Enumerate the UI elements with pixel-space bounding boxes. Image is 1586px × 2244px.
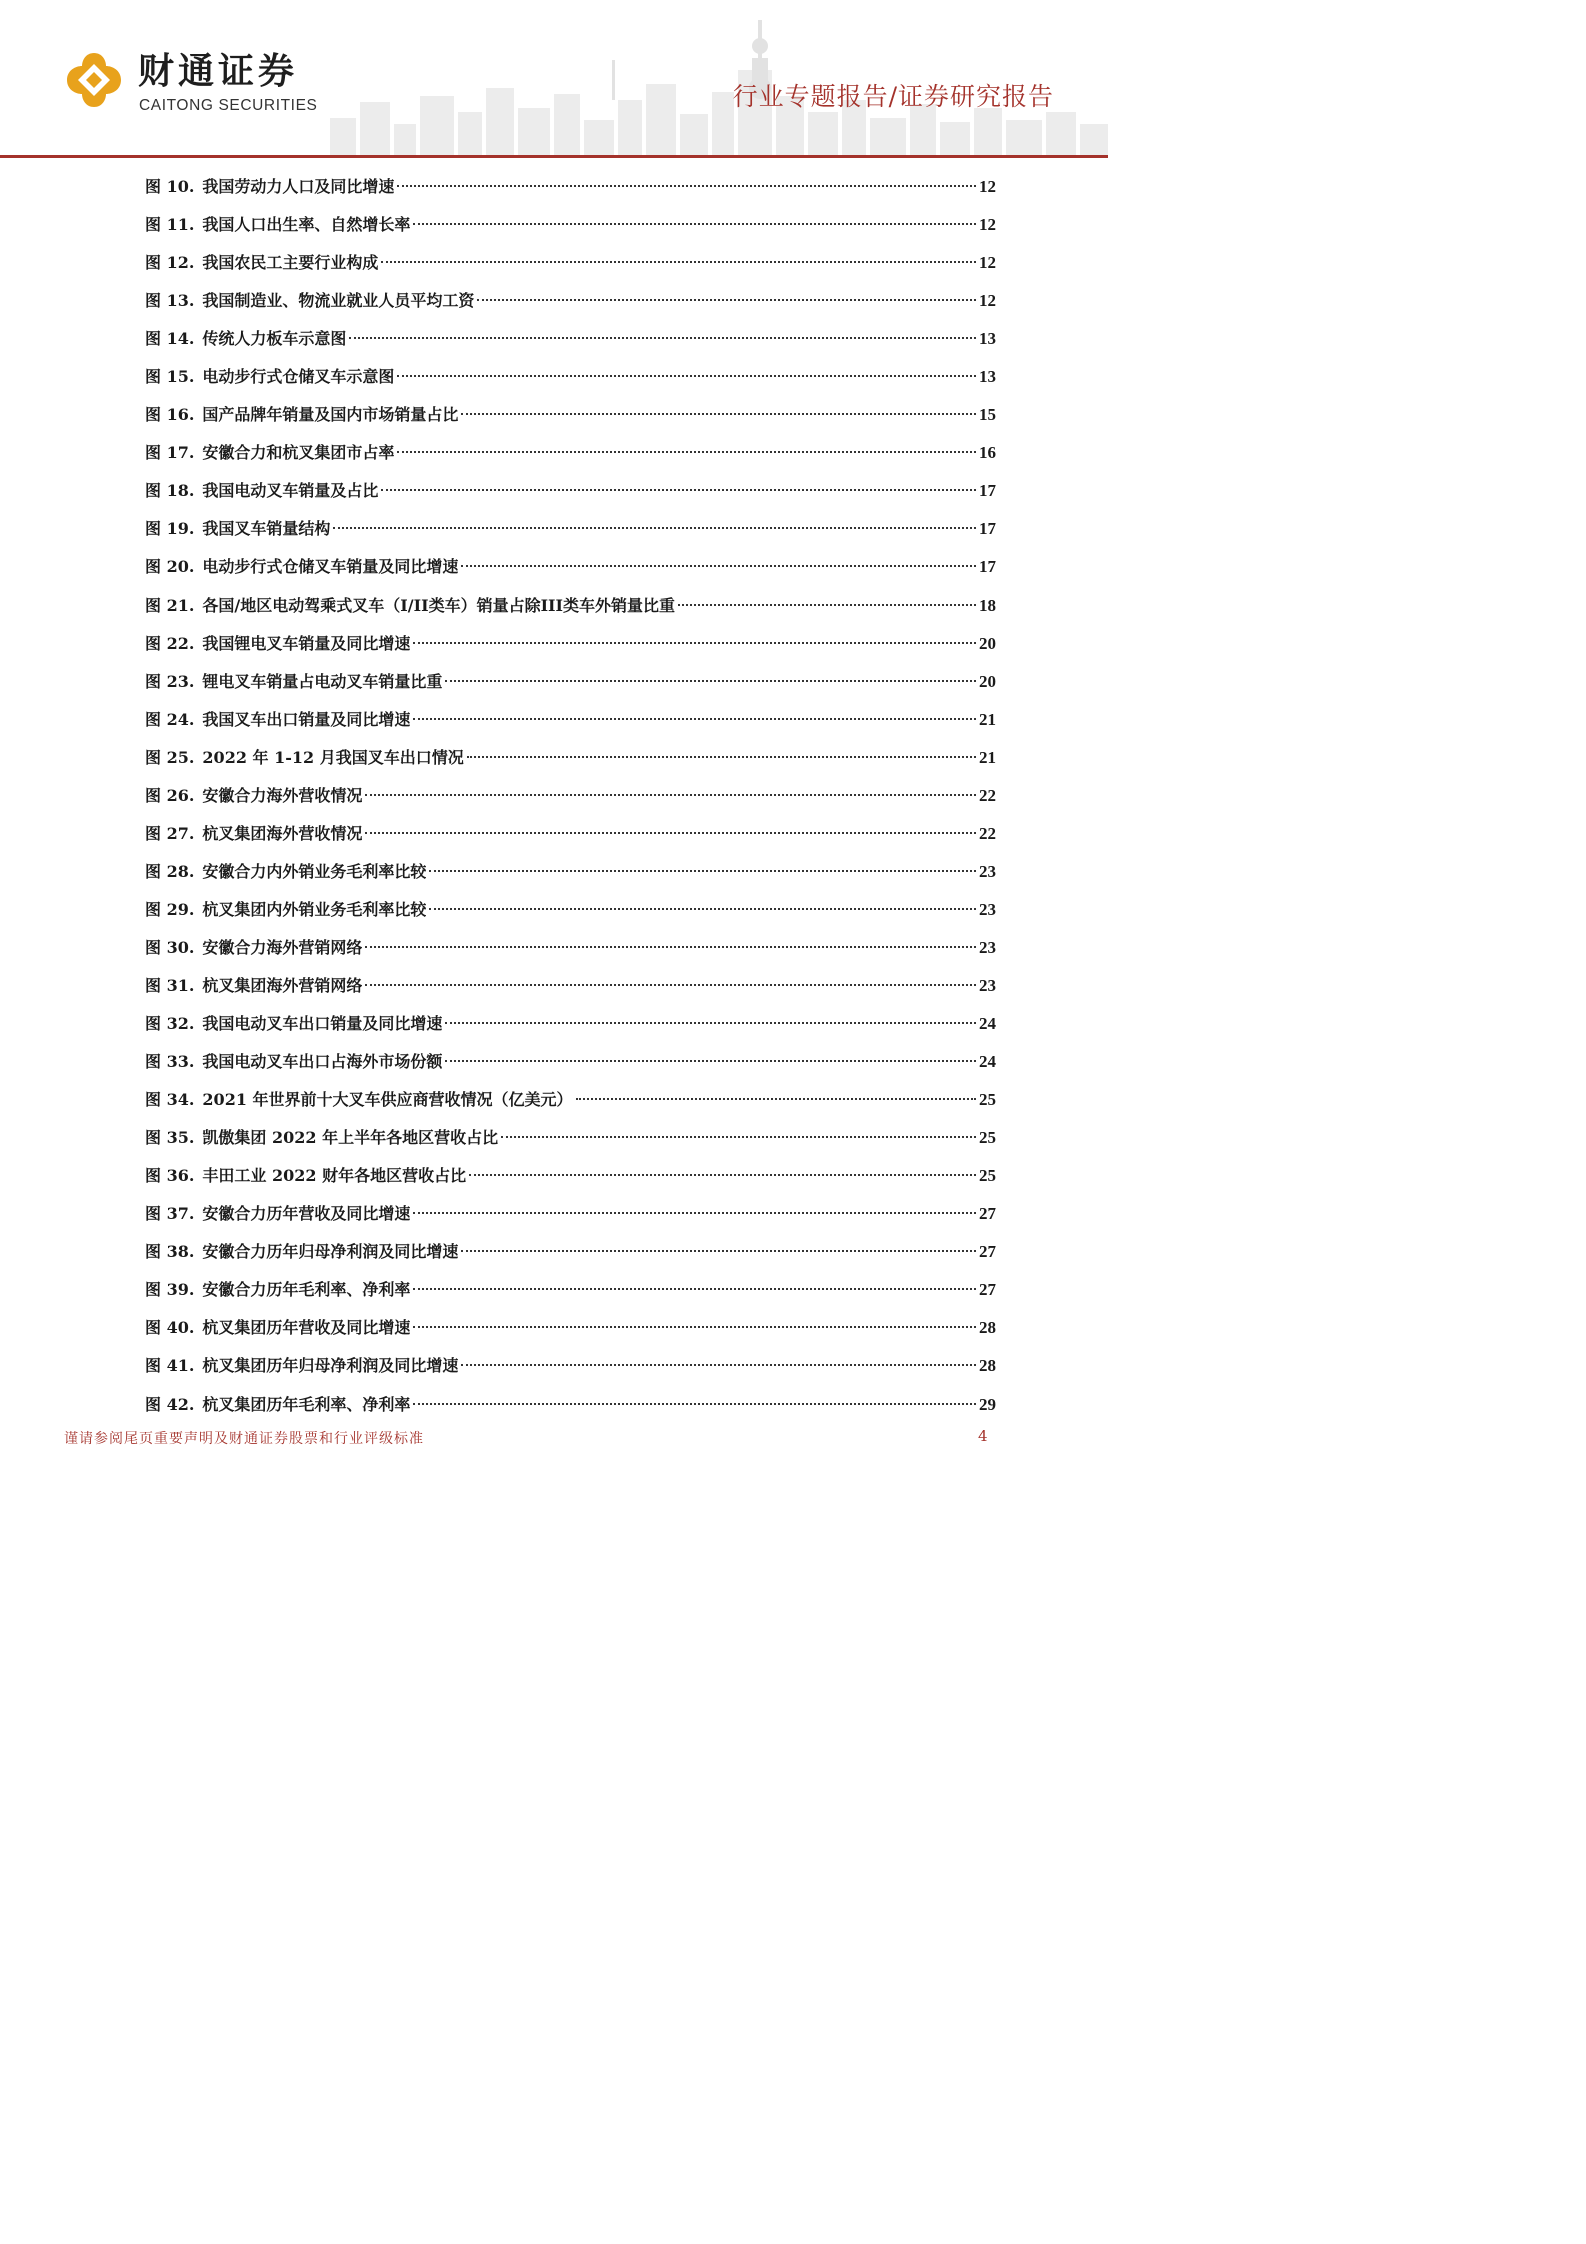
toc-dot-leader xyxy=(413,718,976,720)
toc-figure-number: 图 13. xyxy=(145,291,195,311)
toc-figure-title: 我国电动叉车出口占海外市场份额 xyxy=(202,1052,443,1072)
toc-entry[interactable] xyxy=(145,1274,996,1312)
toc-page-number: 21 xyxy=(979,709,996,729)
toc-page-number: 28 xyxy=(979,1318,996,1338)
toc-figure-number: 图 24. xyxy=(145,709,195,729)
toc-figure-number: 图 17. xyxy=(145,443,195,463)
toc-entry[interactable] xyxy=(145,894,996,932)
toc-figure-number: 图 36. xyxy=(145,1166,195,1186)
toc-figure-title: 安徽合力历年归母净利润及同比增速 xyxy=(202,1242,459,1262)
toc-figure-title: 我国农民工主要行业构成 xyxy=(202,253,379,273)
toc-figure-number: 图 37. xyxy=(145,1204,195,1224)
toc-dot-leader xyxy=(413,1288,976,1290)
toc-dot-leader xyxy=(413,642,976,644)
toc-entry[interactable] xyxy=(145,742,996,780)
toc-figure-number: 图 33. xyxy=(145,1052,195,1072)
toc-figure-number: 图 14. xyxy=(145,329,195,349)
toc-figure-number: 图 39. xyxy=(145,1280,195,1300)
toc-figure-title: 安徽合力海外营收情况 xyxy=(202,785,363,805)
toc-figure-number: 图 40. xyxy=(145,1318,195,1338)
toc-dot-leader xyxy=(333,527,976,529)
toc-figure-number: 图 30. xyxy=(145,937,195,957)
toc-figure-number: 图 11. xyxy=(145,215,195,235)
toc-page-number: 17 xyxy=(979,557,996,577)
toc-page-number: 17 xyxy=(979,481,996,501)
toc-figure-title: 我国制造业、物流业就业人员平均工资 xyxy=(202,291,475,311)
toc-page-number: 25 xyxy=(979,1090,996,1110)
toc-page-number: 12 xyxy=(979,291,996,311)
toc-entry[interactable] xyxy=(145,1160,996,1198)
toc-figure-number: 图 22. xyxy=(145,633,195,653)
toc-figure-title: 安徽合力和杭叉集团市占率 xyxy=(202,443,395,463)
toc-entry[interactable] xyxy=(145,932,996,970)
caitong-logo-icon xyxy=(64,50,124,110)
toc-page-number: 23 xyxy=(979,975,996,995)
toc-figure-number: 图 31. xyxy=(145,975,195,995)
page-header xyxy=(0,0,1108,160)
toc-figure-number: 图 18. xyxy=(145,481,195,501)
toc-entry[interactable] xyxy=(145,970,996,1008)
toc-entry[interactable] xyxy=(145,818,996,856)
toc-page-number: 27 xyxy=(979,1242,996,1262)
figure-toc-list xyxy=(145,171,996,1427)
toc-page-number: 12 xyxy=(979,215,996,235)
toc-dot-leader xyxy=(397,451,976,453)
toc-figure-title: 我国电动叉车出口销量及同比增速 xyxy=(202,1014,443,1034)
toc-page-number: 25 xyxy=(979,1166,996,1186)
toc-dot-leader xyxy=(429,870,976,872)
toc-dot-leader xyxy=(397,185,976,187)
toc-page-number: 22 xyxy=(979,785,996,805)
toc-entry[interactable] xyxy=(145,1236,996,1274)
toc-figure-number: 图 32. xyxy=(145,1014,195,1034)
toc-figure-title: 我国人口出生率、自然增长率 xyxy=(202,215,411,235)
toc-entry[interactable] xyxy=(145,361,996,399)
toc-page-number: 17 xyxy=(979,519,996,539)
brand-name-cn: 财通证券 xyxy=(138,51,299,92)
toc-entry[interactable] xyxy=(145,1198,996,1236)
toc-entry[interactable] xyxy=(145,666,996,704)
toc-page-number: 24 xyxy=(979,1014,996,1034)
toc-figure-number: 图 26. xyxy=(145,785,195,805)
toc-page-number: 12 xyxy=(979,177,996,196)
toc-dot-leader xyxy=(397,375,976,377)
toc-dot-leader xyxy=(445,1060,976,1062)
toc-entry[interactable] xyxy=(145,323,996,361)
toc-page-number: 16 xyxy=(979,443,996,463)
toc-figure-title: 我国锂电叉车销量及同比增速 xyxy=(202,633,411,653)
toc-entry[interactable] xyxy=(145,628,996,666)
toc-figure-title: 杭叉集团海外营收情况 xyxy=(202,823,363,843)
toc-entry[interactable] xyxy=(145,209,996,247)
header-divider xyxy=(0,155,1108,158)
toc-page-number: 29 xyxy=(979,1394,996,1414)
toc-entry[interactable] xyxy=(145,285,996,323)
toc-figure-title: 我国劳动力人口及同比增速 xyxy=(202,177,395,196)
toc-page-number: 27 xyxy=(979,1204,996,1224)
toc-figure-number: 图 21. xyxy=(145,595,195,615)
toc-figure-title: 2021 年世界前十大叉车供应商营收情况（亿美元） xyxy=(202,1090,573,1110)
toc-dot-leader xyxy=(477,299,976,301)
toc-entry[interactable] xyxy=(145,475,996,513)
toc-page-number: 13 xyxy=(979,367,996,387)
toc-page-number: 20 xyxy=(979,671,996,691)
toc-entry[interactable] xyxy=(145,856,996,894)
toc-entry[interactable] xyxy=(145,399,996,437)
toc-figure-number: 图 16. xyxy=(145,405,195,425)
brand-name-en: CAITONG SECURITIES xyxy=(139,97,318,114)
toc-dot-leader xyxy=(467,756,976,758)
toc-dot-leader xyxy=(445,1022,976,1024)
toc-figure-title: 杭叉集团历年营收及同比增速 xyxy=(202,1318,411,1338)
toc-page-number: 21 xyxy=(979,747,996,767)
toc-figure-title: 各国/地区电动驾乘式叉车（I/II类车）销量占除III类车外销量比重 xyxy=(202,595,676,615)
toc-figure-number: 图 19. xyxy=(145,519,195,539)
toc-dot-leader xyxy=(413,1212,976,1214)
toc-figure-number: 图 27. xyxy=(145,823,195,843)
toc-figure-number: 图 42. xyxy=(145,1394,195,1414)
toc-entry[interactable] xyxy=(145,1008,996,1046)
toc-dot-leader xyxy=(413,1326,976,1328)
toc-entry[interactable] xyxy=(145,1350,996,1388)
toc-figure-title: 安徽合力海外营销网络 xyxy=(202,937,363,957)
toc-page-number: 23 xyxy=(979,861,996,881)
toc-entry[interactable] xyxy=(145,780,996,818)
toc-dot-leader xyxy=(429,908,976,910)
toc-figure-number: 图 41. xyxy=(145,1356,195,1376)
toc-entry[interactable] xyxy=(145,1389,996,1427)
toc-figure-title: 传统人力板车示意图 xyxy=(202,329,347,349)
toc-page-number: 15 xyxy=(979,405,996,425)
toc-figure-title: 丰田工业 2022 财年各地区营收占比 xyxy=(202,1166,467,1186)
toc-figure-title: 我国叉车出口销量及同比增速 xyxy=(202,709,411,729)
toc-figure-title: 国产品牌年销量及国内市场销量占比 xyxy=(202,405,459,425)
toc-figure-title: 杭叉集团内外销业务毛利率比较 xyxy=(202,899,427,919)
toc-figure-title: 电动步行式仓储叉车示意图 xyxy=(202,367,395,387)
toc-figure-title: 杭叉集团历年归母净利润及同比增速 xyxy=(202,1356,459,1376)
toc-page-number: 24 xyxy=(979,1052,996,1072)
toc-page-number: 27 xyxy=(979,1280,996,1300)
toc-page-number: 28 xyxy=(979,1356,996,1376)
toc-page-number: 23 xyxy=(979,937,996,957)
toc-figure-number: 图 34. xyxy=(145,1090,195,1110)
toc-page-number: 23 xyxy=(979,899,996,919)
toc-dot-leader xyxy=(461,1250,976,1252)
toc-entry[interactable] xyxy=(145,704,996,742)
toc-figure-title: 锂电叉车销量占电动叉车销量比重 xyxy=(202,671,443,691)
toc-figure-title: 安徽合力历年毛利率、净利率 xyxy=(202,1280,411,1300)
toc-figure-title: 杭叉集团历年毛利率、净利率 xyxy=(202,1394,411,1414)
toc-figure-title: 杭叉集团海外营销网络 xyxy=(202,975,363,995)
toc-entry[interactable] xyxy=(145,551,996,589)
toc-figure-title: 我国叉车销量结构 xyxy=(202,519,331,539)
toc-figure-title: 我国电动叉车销量及占比 xyxy=(202,481,379,501)
toc-dot-leader xyxy=(461,565,976,567)
toc-figure-number: 图 35. xyxy=(145,1128,195,1148)
toc-figure-number: 图 38. xyxy=(145,1242,195,1262)
toc-dot-leader xyxy=(381,261,976,263)
toc-dot-leader xyxy=(461,413,976,415)
toc-figure-number: 图 15. xyxy=(145,367,195,387)
toc-entry[interactable] xyxy=(145,1122,996,1160)
toc-dot-leader xyxy=(365,794,976,796)
toc-dot-leader xyxy=(469,1174,976,1176)
toc-dot-leader xyxy=(349,337,976,339)
toc-figure-title: 电动步行式仓储叉车销量及同比增速 xyxy=(202,557,459,577)
toc-dot-leader xyxy=(365,946,976,948)
toc-entry[interactable] xyxy=(145,437,996,475)
toc-dot-leader xyxy=(413,1403,976,1405)
disclaimer-note: 谨请参阅尾页重要声明及财通证券股票和行业评级标准 xyxy=(64,1431,424,1447)
toc-entry[interactable] xyxy=(145,1046,996,1084)
toc-figure-title: 2022 年 1-12 月我国叉车出口情况 xyxy=(202,747,464,767)
toc-entry[interactable] xyxy=(145,171,996,209)
toc-dot-leader xyxy=(501,1136,976,1138)
toc-page-number: 13 xyxy=(979,329,996,349)
toc-dot-leader xyxy=(576,1098,976,1100)
toc-entry[interactable] xyxy=(145,513,996,551)
toc-page-number: 12 xyxy=(979,253,996,273)
toc-page-number: 18 xyxy=(979,595,996,615)
toc-figure-number: 图 29. xyxy=(145,899,195,919)
page-number: 4 xyxy=(978,1427,988,1445)
toc-page-number: 20 xyxy=(979,633,996,653)
toc-entry[interactable] xyxy=(145,590,996,628)
toc-dot-leader xyxy=(461,1364,976,1366)
toc-dot-leader xyxy=(678,604,976,606)
toc-figure-title: 安徽合力内外销业务毛利率比较 xyxy=(202,861,427,881)
toc-figure-number: 图 25. xyxy=(145,747,195,767)
toc-figure-title: 安徽合力历年营收及同比增速 xyxy=(202,1204,411,1224)
report-type-label: 行业专题报告/证券研究报告 xyxy=(732,82,1054,111)
toc-figure-number: 图 28. xyxy=(145,861,195,881)
toc-figure-number: 图 23. xyxy=(145,671,195,691)
toc-dot-leader xyxy=(365,984,976,986)
toc-figure-number: 图 20. xyxy=(145,557,195,577)
toc-figure-number: 图 10. xyxy=(145,177,195,196)
toc-dot-leader xyxy=(365,832,976,834)
toc-dot-leader xyxy=(445,680,976,682)
toc-entry[interactable] xyxy=(145,1084,996,1122)
toc-dot-leader xyxy=(381,489,976,491)
toc-page-number: 25 xyxy=(979,1128,996,1148)
toc-entry[interactable] xyxy=(145,1312,996,1350)
toc-figure-number: 图 12. xyxy=(145,253,195,273)
toc-entry[interactable] xyxy=(145,247,996,285)
toc-dot-leader xyxy=(413,223,976,225)
toc-page-number: 22 xyxy=(979,823,996,843)
toc-figure-title: 凯傲集团 2022 年上半年各地区营收占比 xyxy=(202,1128,499,1148)
